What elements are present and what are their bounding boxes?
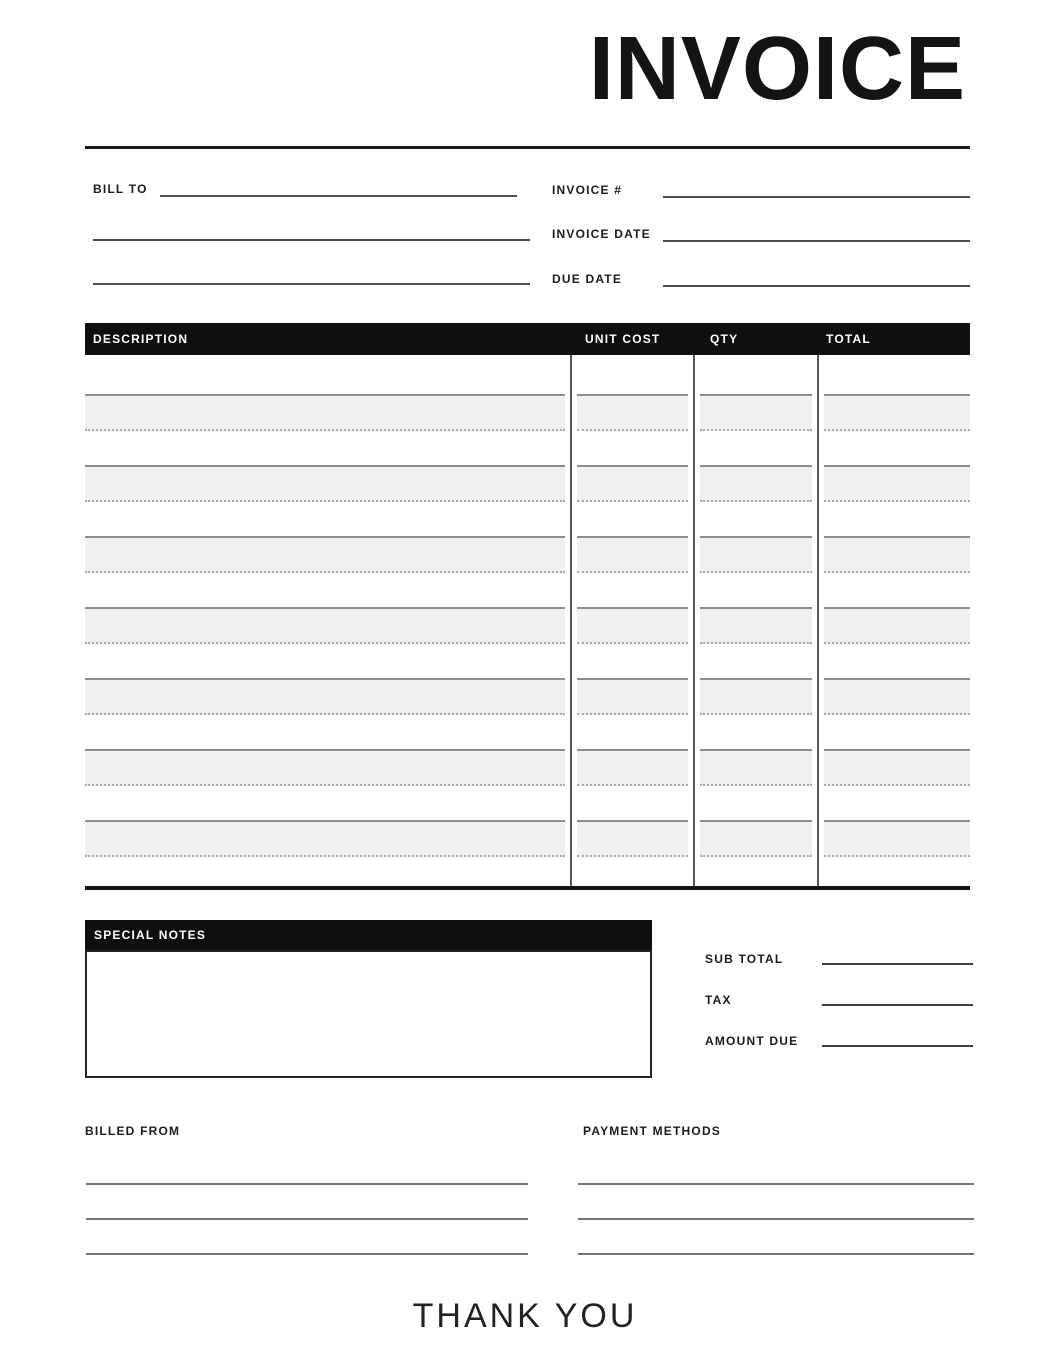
- qty-write-area: [700, 465, 812, 502]
- special-notes-label: SPECIAL NOTES: [94, 928, 207, 942]
- column-header-qty: QTY: [710, 332, 739, 346]
- payment-methods-label: PAYMENT METHODS: [583, 1124, 722, 1138]
- qty-write-area: [700, 820, 812, 857]
- cell-qty[interactable]: [694, 820, 818, 857]
- description-write-area: [85, 820, 565, 857]
- qty-write-area: [700, 749, 812, 786]
- bill-to-input-line-3[interactable]: [93, 283, 530, 285]
- cell-qty[interactable]: [694, 536, 818, 573]
- cell-unit-cost[interactable]: [571, 607, 694, 644]
- cell-total[interactable]: [818, 820, 970, 857]
- amount-due-input-line[interactable]: [822, 1045, 973, 1047]
- cell-qty[interactable]: [694, 607, 818, 644]
- invoice-date-label: INVOICE DATE: [552, 227, 651, 241]
- cell-total[interactable]: [818, 749, 970, 786]
- cell-qty[interactable]: [694, 678, 818, 715]
- description-write-area: [85, 749, 565, 786]
- items-table-body: [85, 355, 970, 886]
- total-write-area: [824, 749, 970, 786]
- cell-description[interactable]: [85, 820, 571, 857]
- description-write-area: [85, 465, 565, 502]
- total-write-area: [824, 820, 970, 857]
- tax-label: TAX: [705, 993, 732, 1007]
- qty-write-area: [700, 607, 812, 644]
- cell-description[interactable]: [85, 749, 571, 786]
- total-write-area: [824, 465, 970, 502]
- cell-total[interactable]: [818, 465, 970, 502]
- description-write-area: [85, 607, 565, 644]
- total-write-area: [824, 607, 970, 644]
- description-write-area: [85, 394, 565, 431]
- special-notes-header: [85, 920, 652, 950]
- unit-cost-write-area: [577, 678, 688, 715]
- items-table-rows: [85, 355, 970, 857]
- items-table-header: [85, 323, 970, 355]
- total-write-area: [824, 678, 970, 715]
- table-row: [85, 431, 970, 502]
- billed-from-input-line-3[interactable]: [86, 1253, 528, 1255]
- description-write-area: [85, 678, 565, 715]
- title-divider: [85, 146, 970, 149]
- cell-description[interactable]: [85, 607, 571, 644]
- table-row: [85, 715, 970, 786]
- cell-qty[interactable]: [694, 394, 818, 431]
- column-header-unit-cost: UNIT COST: [585, 332, 661, 346]
- unit-cost-write-area: [577, 749, 688, 786]
- page-title: INVOICE: [588, 19, 966, 119]
- table-bottom-rule: [85, 886, 970, 890]
- sub-total-label: SUB TOTAL: [705, 952, 784, 966]
- tax-input-line[interactable]: [822, 1004, 973, 1006]
- cell-unit-cost[interactable]: [571, 820, 694, 857]
- qty-write-area: [700, 678, 812, 715]
- description-write-area: [85, 536, 565, 573]
- cell-total[interactable]: [818, 678, 970, 715]
- table-row: [85, 573, 970, 644]
- cell-total[interactable]: [818, 607, 970, 644]
- cell-description[interactable]: [85, 465, 571, 502]
- cell-total[interactable]: [818, 536, 970, 573]
- unit-cost-write-area: [577, 820, 688, 857]
- bill-to-input-line-1[interactable]: [160, 195, 517, 197]
- cell-unit-cost[interactable]: [571, 749, 694, 786]
- column-header-total: TOTAL: [826, 332, 871, 346]
- unit-cost-write-area: [577, 607, 688, 644]
- table-row: [85, 644, 970, 715]
- cell-total[interactable]: [818, 394, 970, 431]
- table-row: [85, 786, 970, 857]
- payment-methods-input-line-2[interactable]: [578, 1218, 974, 1220]
- invoice-date-input-line[interactable]: [663, 240, 970, 242]
- amount-due-label: AMOUNT DUE: [705, 1034, 799, 1048]
- cell-unit-cost[interactable]: [571, 465, 694, 502]
- cell-unit-cost[interactable]: [571, 394, 694, 431]
- special-notes-box[interactable]: [85, 950, 652, 1078]
- invoice-number-input-line[interactable]: [663, 196, 970, 198]
- sub-total-input-line[interactable]: [822, 963, 973, 965]
- unit-cost-write-area: [577, 465, 688, 502]
- billed-from-input-line-1[interactable]: [86, 1183, 528, 1185]
- cell-unit-cost[interactable]: [571, 536, 694, 573]
- cell-description[interactable]: [85, 678, 571, 715]
- thank-you-text: THANK YOU: [412, 1297, 638, 1335]
- due-date-label: DUE DATE: [552, 272, 623, 286]
- table-row: [85, 360, 970, 431]
- unit-cost-write-area: [577, 394, 688, 431]
- column-header-description: DESCRIPTION: [93, 332, 189, 346]
- cell-qty[interactable]: [694, 749, 818, 786]
- billed-from-label: BILLED FROM: [85, 1124, 181, 1138]
- bill-to-input-line-2[interactable]: [93, 239, 530, 241]
- cell-description[interactable]: [85, 536, 571, 573]
- table-row: [85, 502, 970, 573]
- due-date-input-line[interactable]: [663, 285, 970, 287]
- payment-methods-input-line-1[interactable]: [578, 1183, 974, 1185]
- bill-to-label: BILL TO: [93, 182, 148, 196]
- total-write-area: [824, 394, 970, 431]
- qty-write-area: [700, 394, 812, 431]
- unit-cost-write-area: [577, 536, 688, 573]
- cell-unit-cost[interactable]: [571, 678, 694, 715]
- qty-write-area: [700, 536, 812, 573]
- cell-qty[interactable]: [694, 465, 818, 502]
- invoice-number-label: INVOICE #: [552, 183, 623, 197]
- total-write-area: [824, 536, 970, 573]
- cell-description[interactable]: [85, 394, 571, 431]
- billed-from-input-line-2[interactable]: [86, 1218, 528, 1220]
- payment-methods-input-line-3[interactable]: [578, 1253, 974, 1255]
